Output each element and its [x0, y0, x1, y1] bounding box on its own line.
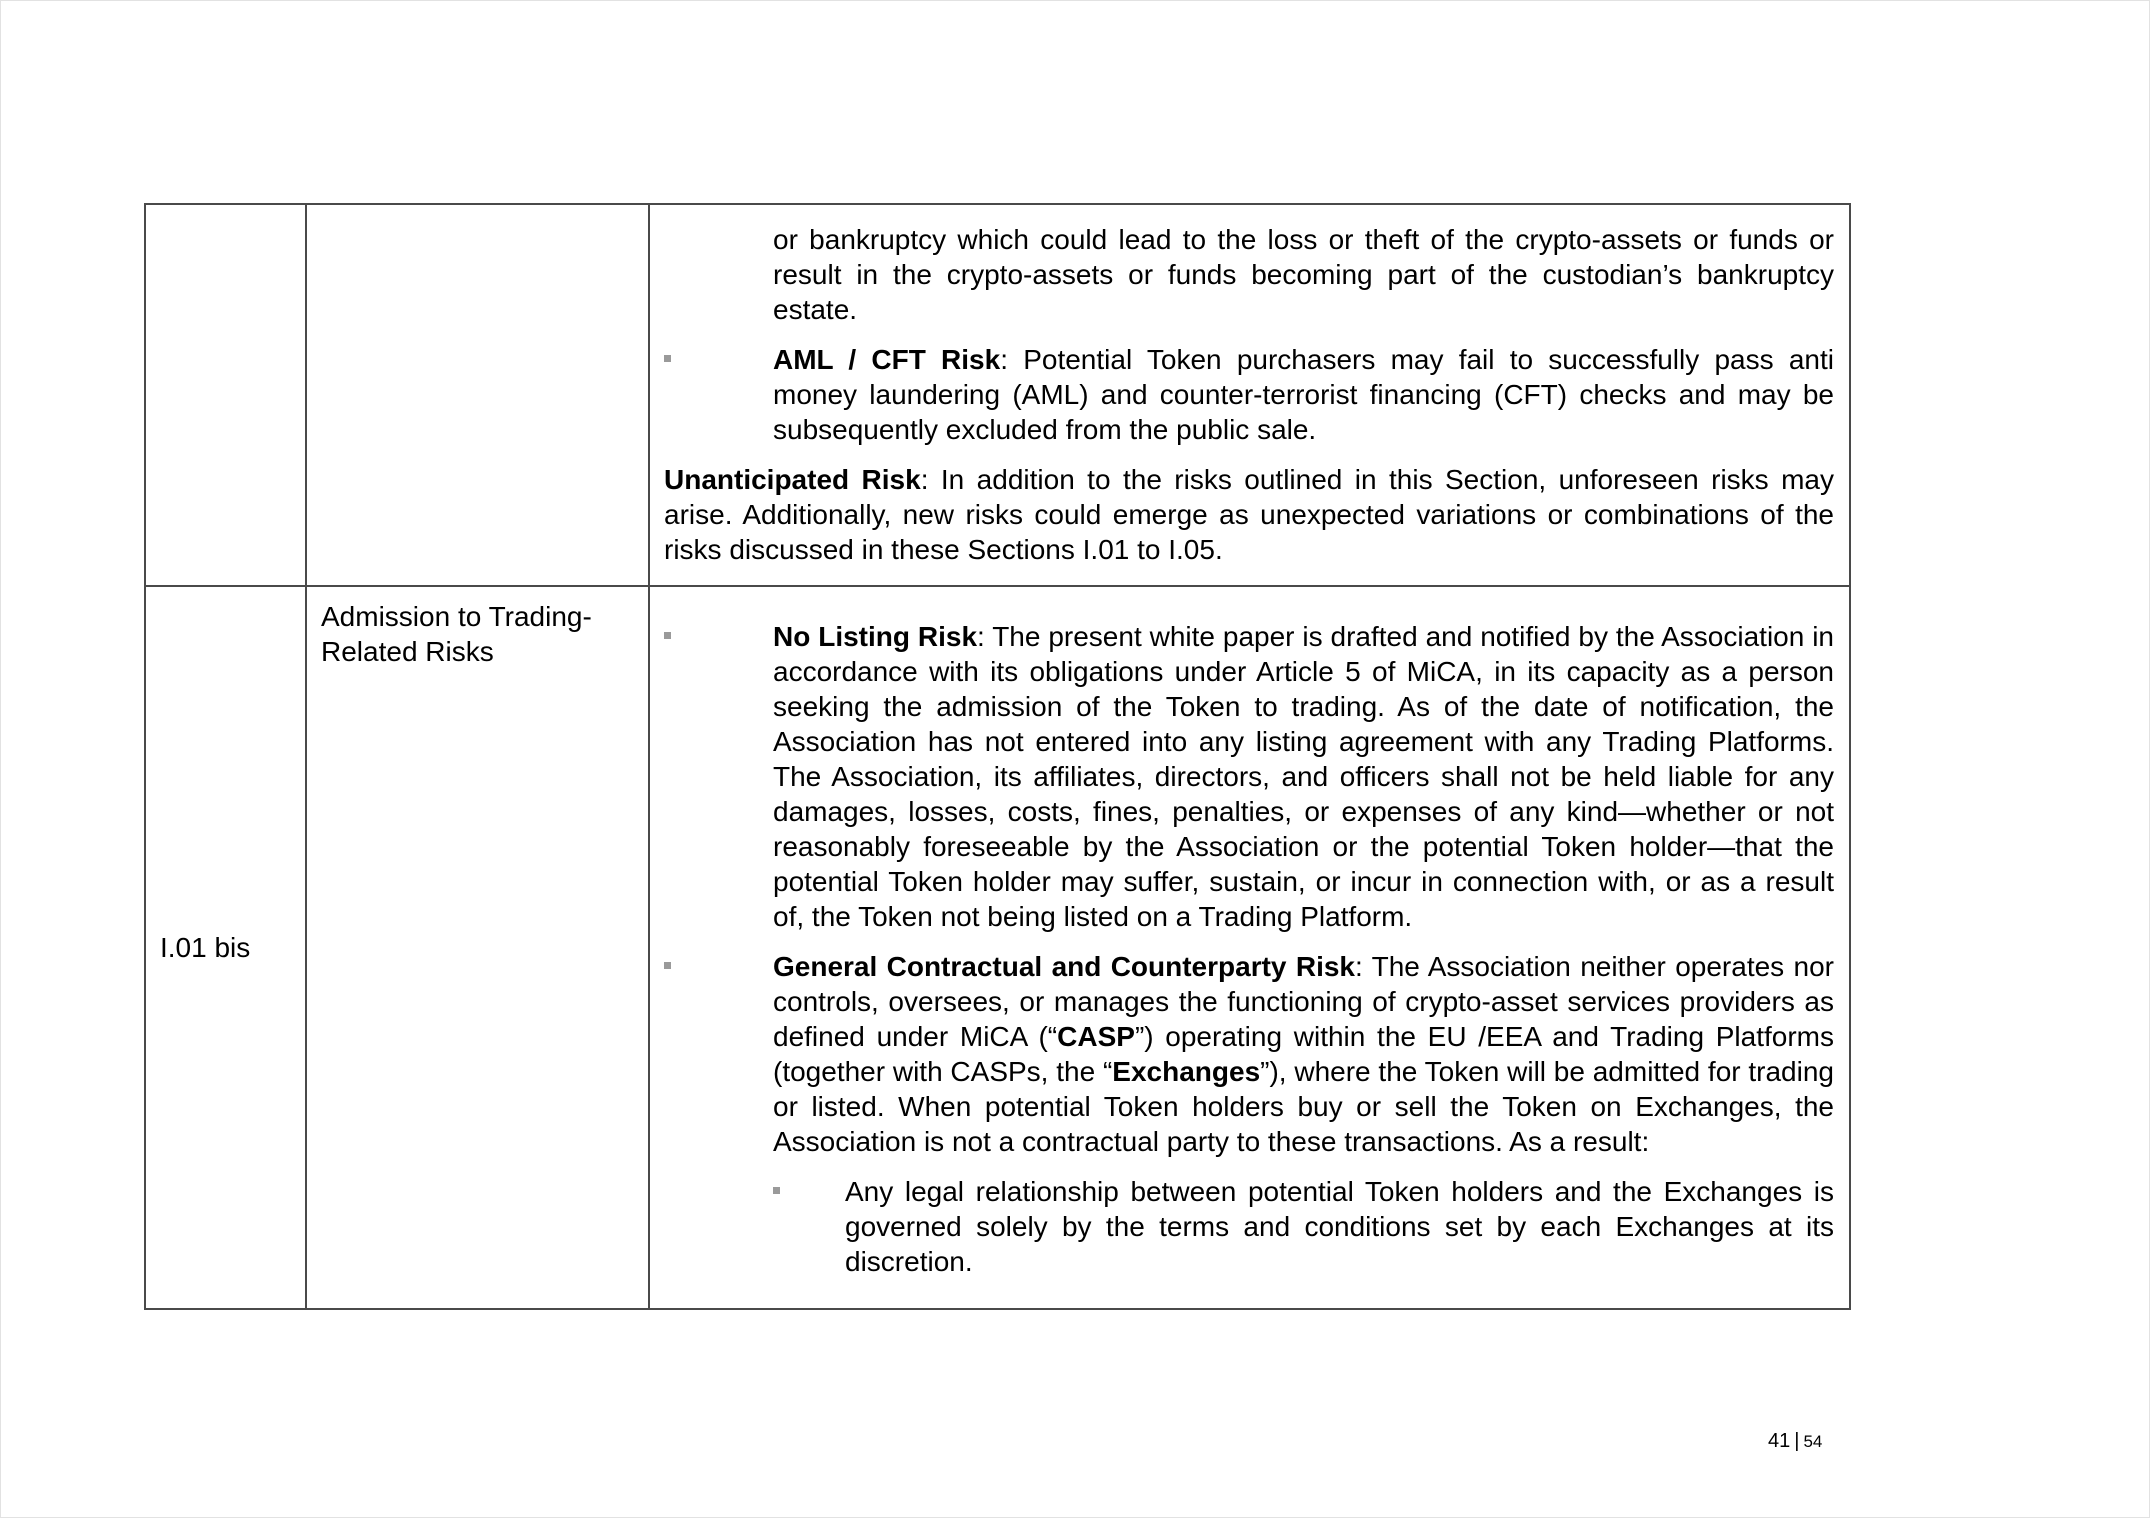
- category-label: Admission to Trading-Related Risks: [321, 601, 592, 667]
- page-separator: |: [1794, 1430, 1800, 1452]
- unanticipated-risk-text: : In addition to the risks outlined in this Section, unforeseen risks may arise. Additionally, new risks could emerge as unexpected variations or combinations of the risks discussed in these Sections I.01 to I.05.: [664, 464, 1834, 565]
- counterparty-risk-text-1: : The Association neither operates nor controls, oversees, or manages the functioning of crypto-asset services providers as defined under MiCA (“: [773, 951, 1834, 1052]
- custody-risk-continuation: or bankruptcy which could lead to the loss or theft of the crypto-assets or funds or result in the crypto-assets or funds becoming part of the custodian’s bankruptcy estate.: [773, 224, 1834, 325]
- description-cell: [649, 204, 1850, 586]
- description-cell: [649, 586, 1850, 1309]
- exchanges-defined-term: Exchanges: [1112, 1056, 1261, 1087]
- unanticipated-risk-paragraph: [664, 462, 1834, 567]
- section-ref-cell: [145, 586, 306, 1309]
- page-number: [1768, 1430, 1822, 1453]
- square-bullet-icon: [664, 632, 671, 639]
- aml-cft-risk-text: : Potential Token purchasers may fail to successfully pass anti money laundering (AML) and counter-terrorist financing (CFT) checks and may be subsequently excluded from the public sale.: [773, 344, 1834, 445]
- page-current: 41: [1768, 1430, 1791, 1452]
- table-row: [145, 586, 1850, 1309]
- counterparty-risk-text-2: ”) operating within the EU /EEA and Trading Platforms (together with CASPs, the “: [773, 1021, 1835, 1087]
- counterparty-risk-item: [664, 949, 1834, 1159]
- square-bullet-icon: [664, 962, 671, 969]
- no-listing-risk-title: No Listing Risk: [773, 621, 978, 652]
- exchange-relationship-text: Any legal relationship between potential Token holders and the Exchanges is governed solely by the terms and conditions set by each Exchanges at its discretion.: [845, 1176, 1834, 1277]
- counterparty-risk-title: General Contractual and Counterparty Risk: [773, 951, 1355, 982]
- no-listing-risk-item: [664, 619, 1834, 934]
- aml-cft-risk-item: [664, 342, 1834, 447]
- no-listing-risk-text: : The present white paper is drafted and notified by the Association in accordance with its obligations under Article 5 of MiCA, in its capacity as a person seeking the admission of the Token to trading. As of the date of notification, the Association has not entered into any listing agreement with any Trading Platforms. The Association, its affiliates, directors, and officers shall not be held liable for any damages, losses, costs, fines, penalties, or expenses of any kind—whether or not reasonably foreseeable by the Association or the potential Token holder—that the potential Token holder may suffer, sustain, or incur in connection with, or as a result of, the Token not being listed on a Trading Platform.: [773, 621, 1834, 932]
- section-ref: I.01 bis: [160, 932, 251, 963]
- counterparty-risk-text-3: ”), where the Token will be admitted for trading or listed. When potential Token holders buy or sell the Token on Exchanges, the Association is not a contractual party to these transactions. As a result:: [773, 1056, 1834, 1157]
- exchange-relationship-sub-item: [773, 1174, 1834, 1279]
- category-cell: [306, 204, 649, 586]
- square-bullet-icon: [773, 1187, 780, 1194]
- category-cell: [306, 586, 649, 1309]
- square-bullet-icon: [664, 355, 671, 362]
- risk-table: [144, 203, 1851, 1310]
- aml-cft-risk-title: AML / CFT Risk: [773, 344, 1001, 375]
- page-total: 54: [1803, 1432, 1823, 1451]
- casp-defined-term: CASP: [1057, 1021, 1135, 1052]
- section-ref-cell: [145, 204, 306, 586]
- table-row: [145, 204, 1850, 586]
- unanticipated-risk-title: Unanticipated Risk: [664, 464, 921, 495]
